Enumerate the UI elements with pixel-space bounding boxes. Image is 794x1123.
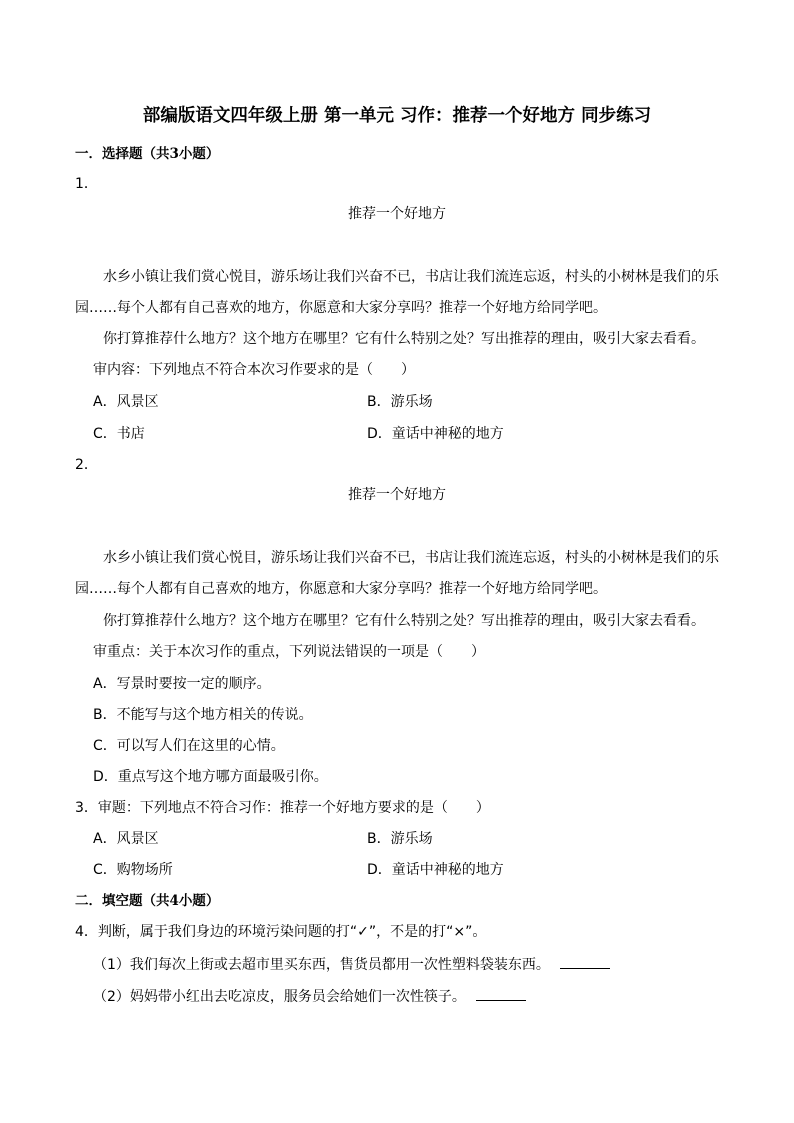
section-heading-choice: 一．选择题（共3小题） bbox=[75, 146, 220, 162]
question-4-stem: 4．判断，属于我们身边的环境污染问题的打“✓”，不是的打“×”。 bbox=[75, 924, 487, 940]
q2-option-b: B．不能写与这个地方相关的传说。 bbox=[93, 707, 313, 723]
passage-2-line-1: 水乡小镇让我们赏心悦目，游乐场让我们兴奋不已，书店让我们流连忘返，村头的小树林是我们的乐 bbox=[103, 550, 719, 566]
q1-option-a: A．风景区 bbox=[93, 394, 159, 410]
q4-item-1 bbox=[93, 956, 610, 974]
q3-option-b: B．游乐场 bbox=[367, 831, 433, 847]
passage-1-line-2: 园……每个人都有自己喜欢的地方，你愿意和大家分享吗？推荐一个好地方给同学吧。 bbox=[75, 300, 607, 316]
passage-1-line-1: 水乡小镇让我们赏心悦目，游乐场让我们兴奋不已，书店让我们流连忘返，村头的小树林是我们的乐 bbox=[103, 269, 719, 285]
q2-option-c: C．可以写人们在这里的心情。 bbox=[93, 738, 285, 754]
q1-option-b: B．游乐场 bbox=[367, 394, 433, 410]
q3-option-d: D．童话中神秘的地方 bbox=[367, 862, 504, 878]
answer-blank-2[interactable] bbox=[476, 988, 526, 1001]
question-2-stem: 审重点：关于本次习作的重点，下列说法错误的一项是（ ） bbox=[93, 644, 485, 660]
passage-2-line-2: 园……每个人都有自己喜欢的地方，你愿意和大家分享吗？推荐一个好地方给同学吧。 bbox=[75, 581, 607, 597]
q1-option-c: C．书店 bbox=[93, 426, 145, 442]
passage-1-line-3: 你打算推荐什么地方？这个地方在哪里？它有什么特别之处？写出推荐的理由，吸引大家去看看。 bbox=[103, 331, 705, 347]
answer-blank-1[interactable] bbox=[560, 956, 610, 969]
q3-option-c: C．购物场所 bbox=[93, 862, 173, 878]
passage-title-1: 推荐一个好地方 bbox=[348, 206, 446, 222]
question-number-2: 2． bbox=[75, 457, 98, 473]
q4-item-2-text: （2）妈妈带小红出去吃凉皮，服务员会给她们一次性筷子。 bbox=[93, 989, 466, 1005]
q2-option-d: D．重点写这个地方哪方面最吸引你。 bbox=[93, 769, 328, 785]
q4-item-1-text: （1）我们每次上街或去超市里买东西，售货员都用一次性塑料袋装东西。 bbox=[93, 957, 550, 973]
q3-option-a: A．风景区 bbox=[93, 831, 159, 847]
passage-title-2: 推荐一个好地方 bbox=[348, 487, 446, 503]
q4-item-2 bbox=[93, 988, 526, 1006]
question-3-stem: 3．审题：下列地点不符合习作：推荐一个好地方要求的是（ ） bbox=[75, 800, 490, 816]
page-title: 部编版语文四年级上册 第一单元 习作：推荐一个好地方 同步练习 bbox=[142, 106, 652, 126]
q1-option-d: D．童话中神秘的地方 bbox=[367, 426, 504, 442]
question-1-stem: 审内容：下列地点不符合本次习作要求的是（ ） bbox=[93, 362, 415, 378]
q2-option-a: A．写景时要按一定的顺序。 bbox=[93, 676, 271, 692]
question-number-1: 1． bbox=[75, 176, 98, 192]
passage-2-line-3: 你打算推荐什么地方？这个地方在哪里？它有什么特别之处？写出推荐的理由，吸引大家去看看。 bbox=[103, 613, 705, 629]
section-heading-fill: 二．填空题（共4小题） bbox=[75, 893, 220, 909]
